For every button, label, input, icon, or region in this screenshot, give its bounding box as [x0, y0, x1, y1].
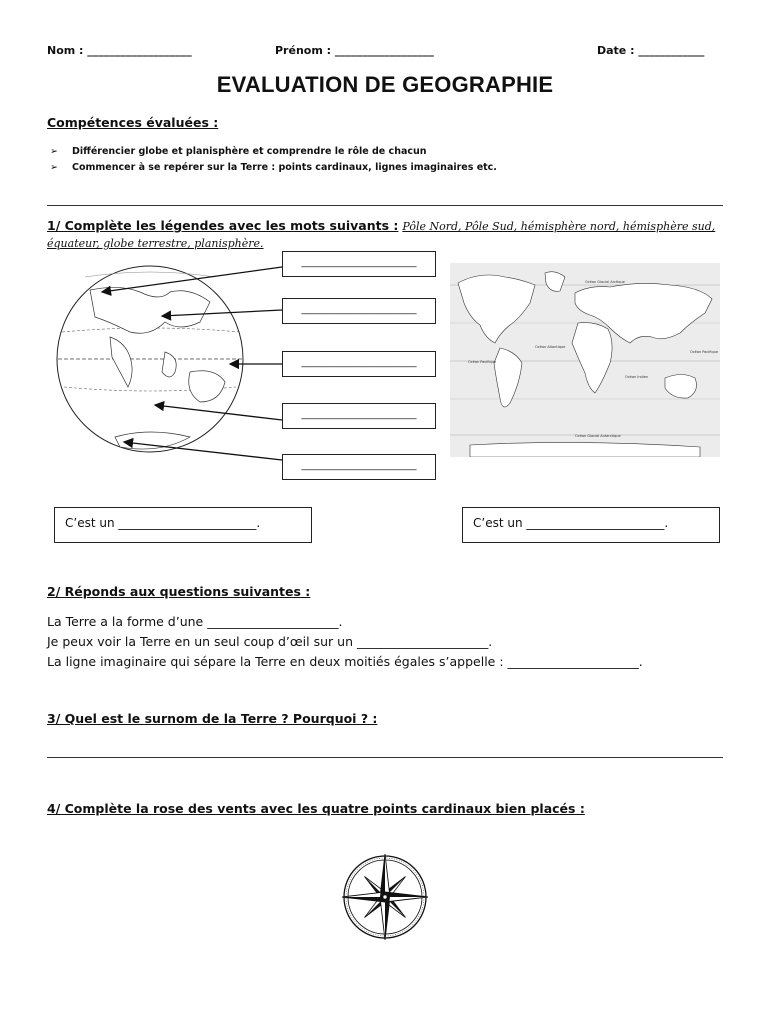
question-1-heading: 1/ Complète les légendes avec les mots suivants :: [47, 218, 399, 233]
svg-text:Océan Indien: Océan Indien: [625, 375, 649, 379]
question-2-heading: 2/ Réponds aux questions suivantes :: [47, 584, 311, 599]
prenom-field[interactable]: Prénom : __________________: [275, 44, 434, 57]
svg-text:Océan Glacial Antarctique: Océan Glacial Antarctique: [575, 434, 621, 438]
compass-rose-icon: [340, 852, 430, 942]
svg-text:Océan Atlantique: Océan Atlantique: [535, 345, 566, 349]
question-2-line[interactable]: La Terre a la forme d’une _____________________.: [47, 614, 343, 629]
globe-answer-box[interactable]: C’est un _______________________.: [54, 507, 312, 543]
label-box-2[interactable]: _______________________: [282, 298, 436, 324]
question-4-heading: 4/ Complète la rose des vents avec les quatre points cardinaux bien placés :: [47, 801, 585, 816]
svg-text:Océan Pacifique: Océan Pacifique: [468, 360, 497, 364]
page-title: EVALUATION DE GEOGRAPHIE: [216, 72, 554, 97]
question-3-heading: 3/ Quel est le surnom de la Terre ? Pourquoi ? :: [47, 711, 378, 726]
label-box-1[interactable]: _______________________: [282, 251, 436, 277]
world-map-image: [450, 263, 720, 457]
arrow-bullet-icon: ➢: [50, 162, 58, 173]
svg-text:Océan Pacifique: Océan Pacifique: [690, 350, 719, 354]
question-2-line[interactable]: La ligne imaginaire qui sépare la Terre en deux moitiés égales s’appelle : _____________________.: [47, 654, 643, 669]
label-box-3[interactable]: _______________________: [282, 351, 436, 377]
nom-field[interactable]: Nom : ___________________: [47, 44, 192, 57]
competences-heading: Compétences évaluées :: [47, 115, 219, 130]
svg-text:Océan Glacial Arctique: Océan Glacial Arctique: [585, 280, 625, 284]
map-answer-box[interactable]: C’est un _______________________.: [462, 507, 720, 543]
question-2-line[interactable]: Je peux voir la Terre en un seul coup d’œil sur un _____________________.: [47, 634, 493, 649]
date-field[interactable]: Date : ____________: [597, 44, 705, 57]
word-bank: Pôle Nord, Pôle Sud, hémisphère nord, hémisphère sud, équateur, globe terrestre, planisphère.: [47, 220, 716, 250]
arrow-bullet-icon: ➢: [50, 146, 58, 157]
competence-text: Différencier globe et planisphère et comprendre le rôle de chacun: [72, 146, 427, 157]
label-box-5[interactable]: _______________________: [282, 454, 436, 480]
label-box-4[interactable]: _______________________: [282, 403, 436, 429]
answer-line[interactable]: [47, 757, 723, 758]
competence-text: Commencer à se repérer sur la Terre : points cardinaux, lignes imaginaires etc.: [72, 162, 497, 173]
